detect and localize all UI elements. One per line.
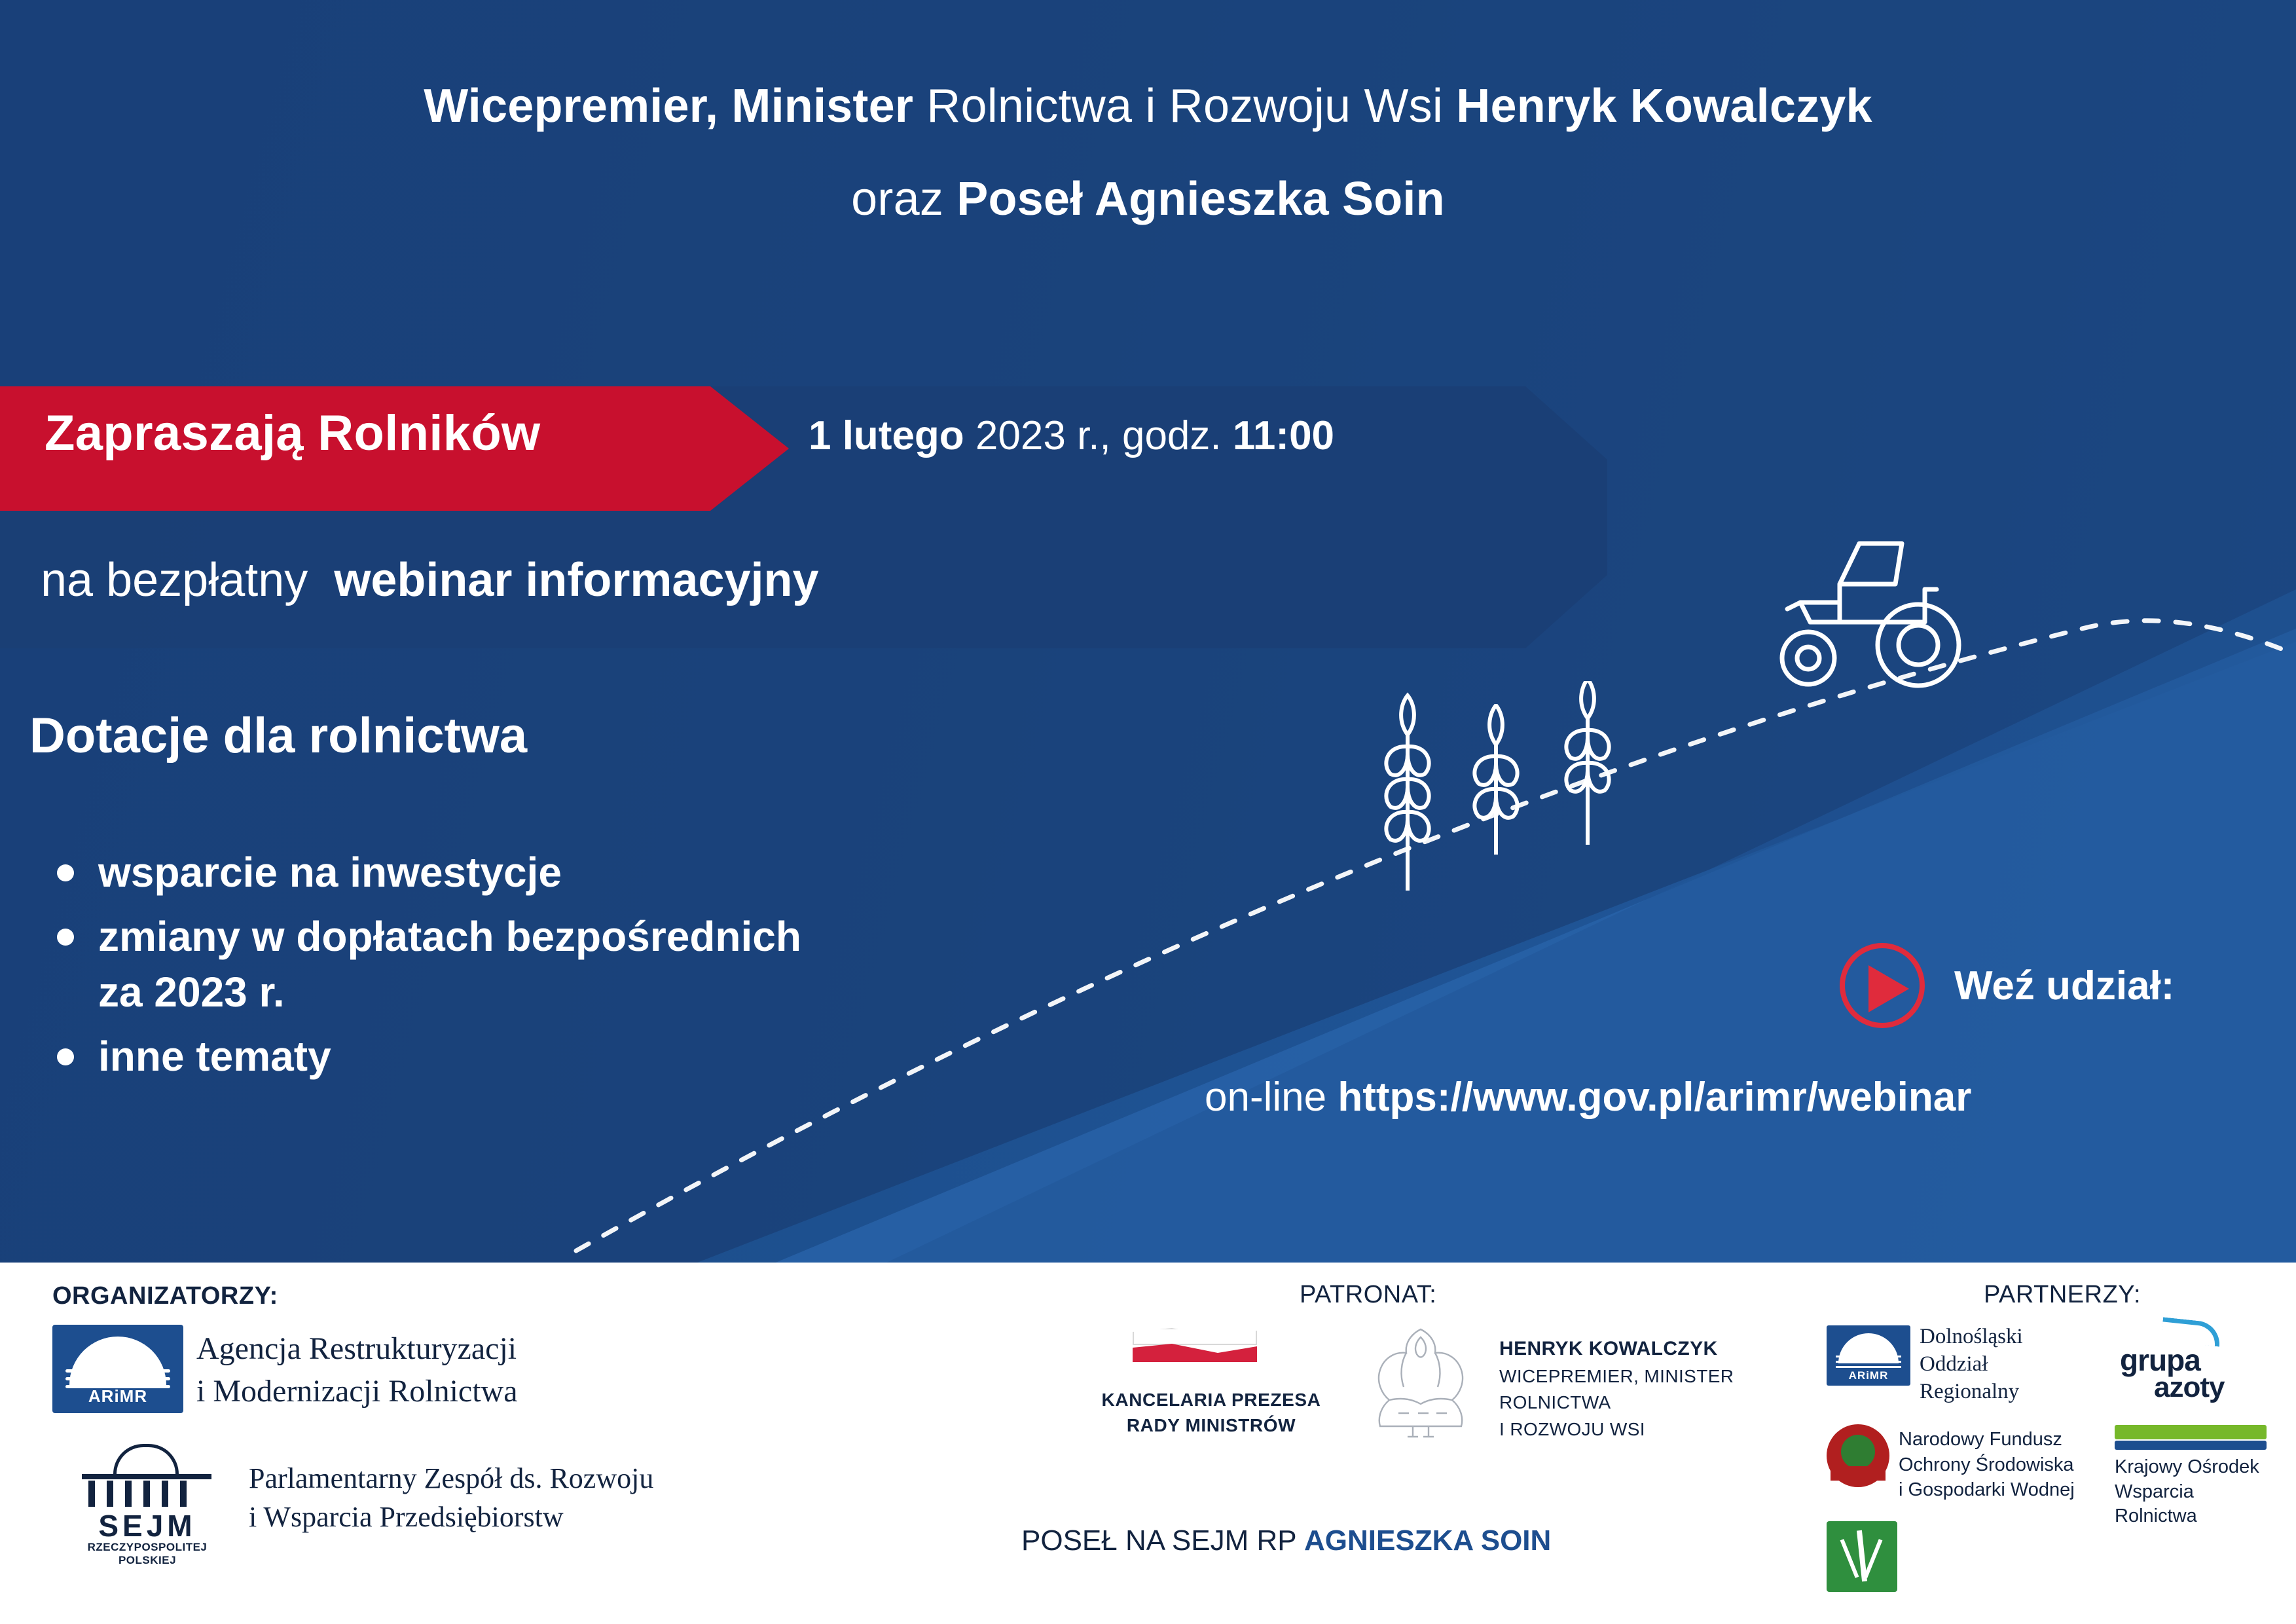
arimr-regional-field-lines bbox=[1836, 1356, 1901, 1369]
sejm-logo-text: SEJM bbox=[98, 1509, 196, 1543]
kowr-line-2: Wsparcia Rolnictwa bbox=[2115, 1481, 2197, 1527]
kprm-line-1: KANCELARIA PREZESA bbox=[1101, 1390, 1321, 1410]
event-date-day: 1 lutego bbox=[809, 413, 964, 458]
minister-patron-role-2: ROLNICTWA bbox=[1499, 1392, 1611, 1413]
headline-posel-name: Poseł Agnieszka Soin bbox=[957, 173, 1445, 226]
nfos-line-3: i Gospodarki Wodnej bbox=[1899, 1479, 2075, 1501]
azoty-line-2: azoty bbox=[2154, 1371, 2225, 1403]
sejm-team-name bbox=[249, 1459, 653, 1537]
minister-patron-role-1: WICEPREMIER, MINISTER bbox=[1499, 1365, 1734, 1386]
kprm-logo bbox=[1074, 1321, 1349, 1446]
topic-text: inne tematy bbox=[98, 1033, 331, 1080]
dolnoslaski-line-2: Oddział bbox=[1920, 1352, 1988, 1376]
patronage-heading: PATRONAT: bbox=[1300, 1281, 1437, 1308]
arimr-logo bbox=[52, 1325, 183, 1413]
dolnoslaski-line-1: Dolnośląski bbox=[1920, 1325, 2023, 1348]
arimr-full-name bbox=[196, 1328, 518, 1413]
footer bbox=[0, 1263, 2296, 1624]
dolnoslaski-line-3: Regionalny bbox=[1920, 1380, 2020, 1404]
topics-list bbox=[29, 845, 1142, 1094]
event-type bbox=[41, 553, 819, 607]
nfos-line-1: Narodowy Fundusz bbox=[1899, 1429, 2062, 1450]
tractor-icon bbox=[1761, 524, 1977, 714]
nfosigw-inner-circle bbox=[1841, 1435, 1875, 1469]
play-triangle-icon[interactable] bbox=[1868, 965, 1909, 1012]
polish-flag-white-icon bbox=[1133, 1328, 1257, 1345]
topics-title: Dotacje dla rolnictwa bbox=[29, 708, 528, 764]
minister-patron-name: HENRYK KOWALCZYK bbox=[1499, 1338, 1718, 1359]
arimr-regional-logo-mark bbox=[1827, 1325, 1910, 1386]
headline-role-regular: Rolnictwa i Rozwoju Wsi bbox=[913, 80, 1457, 132]
azoty-line-1: grupa bbox=[2120, 1343, 2200, 1377]
event-type-name: webinar informacyjny bbox=[334, 554, 819, 606]
partner-izba-rolnicza-logo bbox=[1827, 1521, 1912, 1600]
topic-text: wsparcie na inwestycje bbox=[98, 849, 562, 896]
join-url-line bbox=[1205, 1074, 1971, 1120]
partner-kowr-logo bbox=[2115, 1425, 2269, 1527]
bullet-dot-icon bbox=[57, 1048, 74, 1065]
partner-kowr-text bbox=[2115, 1455, 2269, 1529]
kprm-logo-text bbox=[1074, 1387, 1349, 1438]
arimr-name-line-1: Agencja Restrukturyzacji bbox=[196, 1331, 517, 1366]
online-prefix: on-line bbox=[1205, 1075, 1338, 1120]
kowr-blue-bar bbox=[2115, 1441, 2267, 1450]
kprm-line-2: RADY MINISTRÓW bbox=[1126, 1415, 1296, 1436]
webinar-url[interactable]: https://www.gov.pl/arimr/webinar bbox=[1338, 1075, 1972, 1120]
organizers-heading: ORGANIZATORZY: bbox=[52, 1282, 278, 1310]
polish-eagle-icon bbox=[1355, 1315, 1486, 1446]
arimr-regional-logo-text: ARiMR bbox=[1848, 1369, 1889, 1382]
headline-line-1 bbox=[0, 72, 2296, 140]
sejm-team-line-2: i Wsparcia Przedsiębiorstw bbox=[249, 1501, 564, 1534]
posel-footer-name: AGNIESZKA SOIN bbox=[1304, 1524, 1552, 1557]
partner-dolnoslaski-text bbox=[1920, 1323, 2023, 1406]
wheat-ear-left-icon bbox=[1840, 1539, 1859, 1578]
partner-nfosigw-text bbox=[1899, 1427, 2075, 1503]
headline-line-2 bbox=[0, 165, 2296, 233]
posel-footer-line bbox=[1021, 1524, 1551, 1557]
nfosigw-logo-mark bbox=[1827, 1424, 1889, 1487]
event-datetime bbox=[809, 413, 1334, 459]
sejm-platform-shape bbox=[82, 1474, 211, 1479]
kowr-line-1: Krajowy Ośrodek bbox=[2115, 1456, 2259, 1477]
headline-minister-name: Henryk Kowalczyk bbox=[1456, 80, 1872, 132]
bullet-dot-icon bbox=[57, 929, 74, 946]
event-time: 11:00 bbox=[1232, 413, 1335, 458]
join-label: Weź udział: bbox=[1954, 963, 2175, 1008]
nfosigw-bar-shape bbox=[1831, 1466, 1886, 1481]
wheat-ear-right-icon bbox=[1864, 1539, 1883, 1578]
bullet-dot-icon bbox=[57, 864, 74, 881]
sejm-logo-subtext: RZECZYPOSPOLITEJ POLSKIEJ bbox=[87, 1541, 208, 1566]
polish-flag-red-icon bbox=[1133, 1344, 1257, 1362]
list-item bbox=[29, 1029, 1142, 1084]
wheat-icon-small bbox=[1368, 674, 1447, 891]
topic-text: zmiany w dopłatach bezpośrednich bbox=[98, 913, 801, 961]
partner-dolnoslaski-logo bbox=[1827, 1321, 2088, 1407]
wheat-icon-large bbox=[1545, 681, 1630, 845]
list-item bbox=[29, 909, 1142, 1020]
sejm-columns-icon bbox=[88, 1481, 206, 1507]
nfos-line-2: Ochrony Środowiska bbox=[1899, 1454, 2074, 1475]
partners-heading: PARTNERZY: bbox=[1984, 1281, 2141, 1308]
arimr-logo-text: ARiMR bbox=[88, 1386, 148, 1406]
event-type-prefix: na bezpłatny bbox=[41, 554, 308, 606]
arimr-name-line-2: i Modernizacji Rolnictwa bbox=[196, 1373, 518, 1409]
kowr-green-bar bbox=[2115, 1425, 2267, 1439]
sejm-logo bbox=[62, 1443, 232, 1566]
invite-label: Zapraszają Rolników bbox=[45, 405, 541, 461]
partner-grupa-azoty-logo bbox=[2115, 1320, 2265, 1409]
posel-prefix: POSEŁ NA SEJM RP bbox=[1021, 1524, 1305, 1557]
partner-nfosigw-logo bbox=[1827, 1423, 2115, 1502]
wheat-icon-medium bbox=[1453, 704, 1539, 855]
sejm-dome-icon bbox=[113, 1444, 179, 1474]
minister-patron-info bbox=[1499, 1335, 1734, 1443]
event-date-rest: 2023 r., godz. bbox=[964, 413, 1233, 458]
page-title bbox=[0, 72, 2296, 234]
headline-role-bold: Wicepremier, Minister bbox=[424, 80, 914, 132]
sejm-team-line-1: Parlamentarny Zespół ds. Rozwoju bbox=[249, 1462, 654, 1494]
topic-text-continuation: za 2023 r. bbox=[98, 968, 285, 1016]
minister-patron-role-3: I ROZWOJU WSI bbox=[1499, 1418, 1645, 1439]
izba-logo-mark bbox=[1827, 1521, 1897, 1592]
list-item bbox=[29, 845, 1142, 900]
headline-conjunction: oraz bbox=[851, 173, 957, 226]
